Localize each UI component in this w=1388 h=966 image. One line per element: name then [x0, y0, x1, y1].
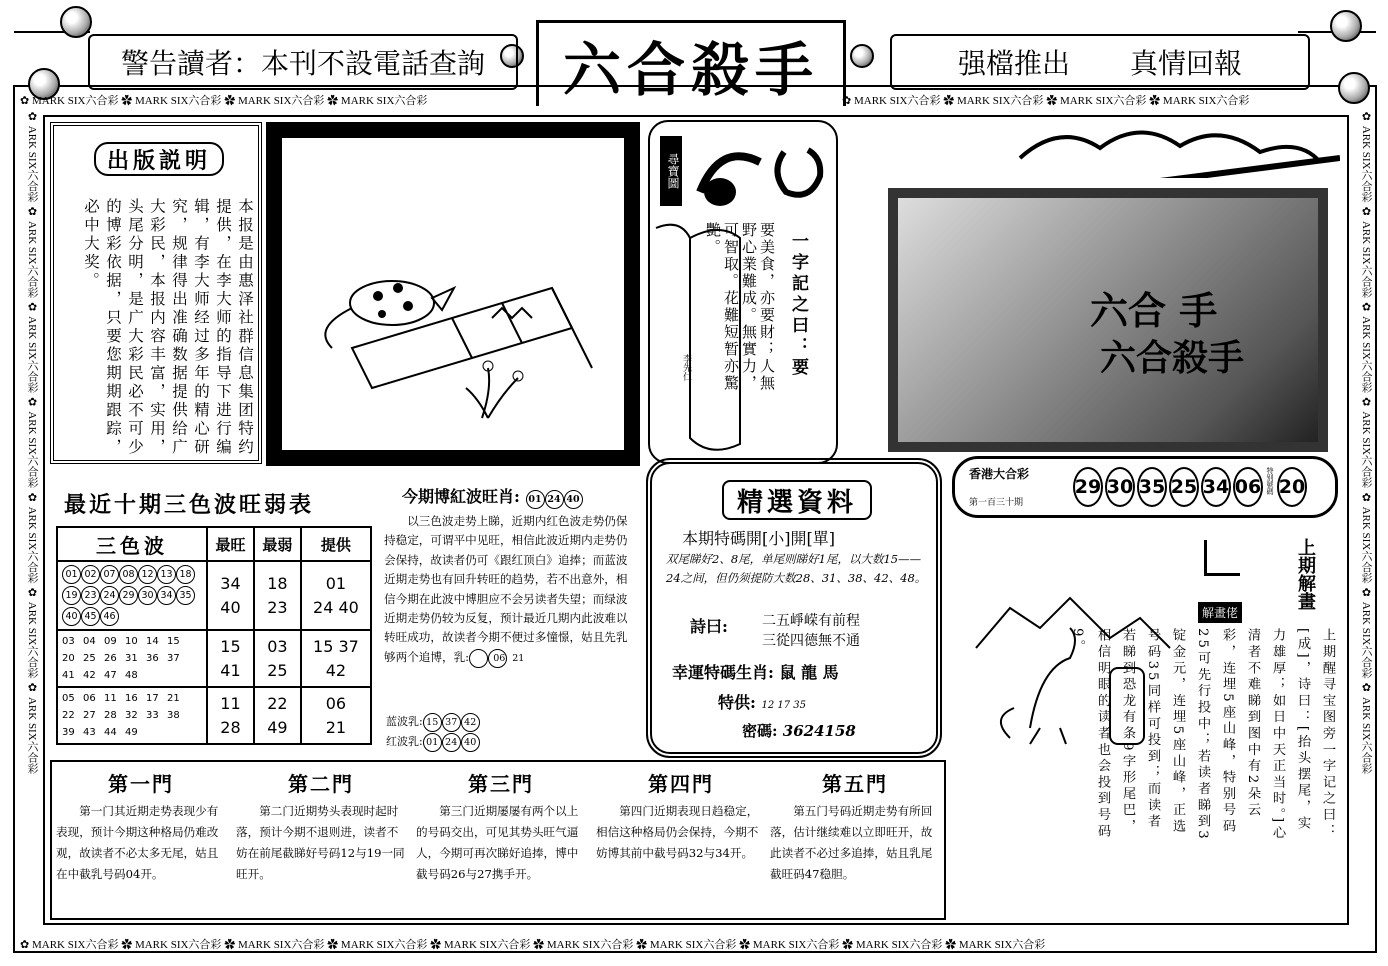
wave-number: 04 [83, 636, 96, 647]
wave-number: 32 [125, 710, 138, 721]
result-ball: 34 [1201, 467, 1231, 507]
corner-pearl-icon [60, 6, 92, 38]
wave-number: 07 [100, 565, 119, 584]
wave-numbers-cell [57, 687, 207, 744]
puzzle-picture [266, 122, 640, 466]
wave-number: 16 [125, 693, 138, 704]
flower-icon: ✿ [20, 95, 32, 107]
result-balls [1073, 467, 1307, 507]
flower-icon: ✿ [327, 939, 341, 951]
door-4 [596, 768, 766, 864]
strip-label: MARK SIX六合彩 [853, 95, 941, 107]
door-body: 第二门近期势头表现时起时落，预计今期不退则进，读者不妨在前尾截睇好号码12与19一同旺开。 [236, 804, 405, 881]
strip-segment [26, 110, 38, 205]
wave-strong-value: 34 [220, 573, 241, 593]
wave-offer-value: 42 [325, 660, 347, 680]
wave-number: 18 [176, 565, 195, 584]
red-wave-label: 红波乳: [386, 735, 423, 748]
title-number: 40 [564, 490, 583, 509]
strip-segment [20, 939, 121, 951]
result-ball: 30 [1105, 467, 1135, 507]
selected-info-title: 精選資料 [722, 480, 872, 520]
wave-table-panel [50, 480, 370, 752]
treasure-title: 一字記之曰：要 [788, 232, 808, 379]
title-number: 01 [526, 490, 545, 509]
strip-label: ARK SIX六合彩 [1360, 696, 1372, 774]
strip-label: MARK SIX六合彩 [31, 95, 119, 107]
publication-note-panel [50, 122, 262, 464]
wave-strong-value: 41 [220, 660, 241, 680]
red-number: 40 [461, 733, 480, 752]
flower-icon: ✿ [26, 300, 38, 317]
strip-label: ARK SIX六合彩 [1360, 125, 1372, 203]
wave-strong-value: 15 [220, 636, 241, 656]
special-ball: 20 [1277, 467, 1307, 507]
wave-number: 43 [83, 727, 96, 738]
flower-icon: ✿ [121, 95, 135, 107]
wave-strong-value: 28 [220, 717, 241, 737]
wave-number: 34 [157, 586, 176, 605]
wave-number: 38 [167, 710, 180, 721]
treasure-map-tag: 尋寶圖 [660, 136, 682, 206]
poem-line-1: 二五崢嵘有前程 [762, 613, 860, 629]
strip-segment [943, 95, 1046, 107]
flower-icon: ✿ [945, 939, 959, 951]
draw-results-panel [952, 456, 1338, 518]
flower-icon: ✿ [121, 939, 135, 951]
wave-offer-value: 21 [325, 717, 347, 737]
wave-offer-cell [301, 687, 371, 744]
flower-icon: ✿ [430, 939, 444, 951]
wave-number: 35 [176, 586, 195, 605]
wave-number: 33 [146, 710, 159, 721]
wave-offer-cell [301, 561, 371, 630]
warning-text: 警告讀者：本刊不設電話查詢 [120, 47, 485, 80]
door-2 [236, 768, 406, 885]
flower-icon: ✿ [1046, 95, 1060, 107]
strip-segment [26, 586, 38, 681]
door-body: 第四门近期表现日趋稳定，相信这种格局仍会保持，今期不妨博其前中截号码32与34开。 [596, 804, 759, 860]
results-label: 香港大合彩 [969, 467, 1030, 481]
tail-note: 双尾睇好2、8尾，单尾则睇好1尾，以大数15——24之间，但仍须提防大数28、31、38、42、48。 [666, 552, 927, 585]
wave-weak-value: 49 [267, 717, 288, 737]
strip-label: MARK SIX六合彩 [958, 939, 1046, 951]
wave-number: 03 [62, 636, 75, 647]
blue-number: 15 [423, 713, 442, 732]
wave-analysis-text: 以三色波走势上睇，近期内红色波走势仍保持稳定，可谓平中见旺，相信此波近期内走势仍会保持，故读者仍可《跟红顶白》追捧；而蓝波近期走势也有回升转旺的趋势，若不出意外，相信今期在此波中博胆应不会另读者失望；而绿波近期走势仍较为反复，预计最近几期内此波难以转旺成功，故读者今期不便过多憧憬，姑且先乳够两个追博，乳: [384, 514, 628, 664]
publication-note-body: 本报是由惠泽社群信息集团特约提供，在李大师的指导下进行编辑，有李大师经过多年的精心研究，规律得出准确数据提供给广大彩民，本报内容丰富，实用，头尾分明，是广大彩民必不可少的博彩依据，只要您期期跟踪，必中大奖。 [82, 198, 254, 457]
strip-label: ARK SIX六合彩 [26, 411, 38, 489]
doors-panel [50, 760, 946, 920]
strip-segment [1360, 681, 1372, 773]
treasure-map-panel [648, 120, 838, 464]
strip-segment [26, 491, 38, 586]
wave-offer-value: 15 37 [313, 636, 359, 656]
strip-label: ARK SIX六合彩 [1360, 220, 1372, 298]
flower-icon: ✿ [1360, 395, 1372, 412]
flower-icon: ✿ [1360, 110, 1372, 126]
warning-banner [88, 34, 518, 90]
wave-number: 12 [138, 565, 157, 584]
wave-strong-value: 11 [220, 693, 241, 713]
red-number: 24 [442, 733, 461, 752]
strip-label: ARK SIX六合彩 [26, 696, 38, 774]
strip-segment [26, 396, 38, 491]
wave-strong-value: 40 [220, 597, 241, 617]
strip-segment [739, 939, 842, 951]
strip-label: ARK SIX六合彩 [26, 506, 38, 584]
wave-number: 19 [62, 586, 81, 605]
blue-wave-line [386, 712, 480, 733]
wave-number: 42 [83, 670, 96, 681]
wave-table-row [57, 630, 371, 687]
wave-number: 25 [83, 653, 96, 664]
blue-number: 42 [461, 713, 480, 732]
bottom-strip [20, 936, 1360, 952]
wave-number: 41 [62, 670, 75, 681]
wave-analysis-body [384, 512, 634, 669]
strip-label: MARK SIX六合彩 [237, 939, 325, 951]
door-body: 第一门其近期走势表现少有表现，预计今期这种格局仍难改观，故读者不必太多无尾，姑且在中截乳号码04开。 [56, 804, 219, 881]
strip-label: MARK SIX六合彩 [443, 939, 531, 951]
strip-segment [1360, 205, 1372, 300]
password-label: 密碼: [742, 722, 778, 740]
right-strip [1352, 110, 1374, 934]
strip-segment [1360, 396, 1372, 491]
wave-offer-value: 01 [325, 573, 347, 593]
strip-segment [224, 95, 327, 107]
flower-icon: ✿ [26, 586, 38, 602]
top-strip-left [20, 92, 536, 108]
wave-weak-cell [254, 561, 301, 630]
strip-segment [842, 939, 945, 951]
last-issue-body: 上期醒寻宝图旁一字记之曰：[成]，诗曰：[抬头摆尾，实力雄厚；如日中天正当时。]心清者不难睇到图中有2朵云彩，连埋5座山峰，特别号码25可先行投中；若读者睇到3锭金元，连埋5座山峰，正选号码35同样可投到；而读者若睇到恐龙有条9字形尾巴，相信明眼的读者也会投到号码9。 [1070, 628, 1335, 842]
strip-segment [1360, 300, 1372, 395]
body-number: 06 [469, 649, 488, 668]
flower-icon: ✿ [1360, 205, 1372, 221]
strip-label: MARK SIX六合彩 [649, 939, 737, 951]
strip-label: MARK SIX六合彩 [855, 939, 943, 951]
strip-segment [636, 939, 739, 951]
publication-note-title: 出版説明 [94, 142, 224, 176]
wave-number: 46 [100, 607, 119, 626]
red-wave-line [386, 732, 480, 753]
wave-number: 20 [62, 653, 75, 664]
wave-number: 13 [157, 565, 176, 584]
flower-icon: ✿ [943, 95, 957, 107]
title-number: 24 [545, 490, 564, 509]
lucky-label: 幸運特碼生肖: [672, 663, 774, 682]
strip-segment [945, 939, 1045, 951]
wave-number: 08 [119, 565, 138, 584]
result-ball: 25 [1169, 467, 1199, 507]
flower-icon: ✿ [1360, 586, 1372, 602]
password-value: 3624158 [782, 722, 856, 740]
wave-weak-value: 03 [267, 636, 288, 656]
flower-icon: ✿ [327, 95, 341, 107]
last-issue-title: 上期解畫 [1295, 538, 1316, 610]
strip-segment [26, 205, 38, 300]
selected-info-panel [646, 458, 942, 758]
slogan-banner [890, 34, 1310, 90]
strip-label: MARK SIX六合彩 [340, 939, 428, 951]
strip-label: ARK SIX六合彩 [1360, 506, 1372, 584]
strip-label: ARK SIX六合彩 [26, 316, 38, 393]
flower-icon: ✿ [1149, 95, 1163, 107]
last-issue-badge: 解畫佬 [1198, 602, 1242, 623]
wave-weak-value: 25 [267, 660, 288, 680]
flower-icon: ✿ [842, 95, 854, 107]
strip-segment [121, 939, 224, 951]
wave-number: 26 [104, 653, 117, 664]
wave-number: 30 [138, 586, 157, 605]
corner-pearl-icon [1330, 10, 1362, 42]
results-issue: 第一百三十期 [969, 498, 1024, 508]
wave-analysis-title [402, 484, 583, 510]
strong-header-col: 最旺 [207, 527, 254, 561]
cloud-icon [980, 118, 1340, 178]
door-title: 第二門 [288, 772, 354, 796]
wave-number: 17 [146, 693, 159, 704]
wave-number: 28 [104, 710, 117, 721]
strip-label: MARK SIX六合彩 [237, 95, 325, 107]
offer-header-col: 提供 [301, 527, 371, 561]
flower-icon: ✿ [20, 939, 32, 951]
wave-number: 40 [62, 607, 81, 626]
strip-segment [1360, 586, 1372, 681]
door-3 [416, 768, 586, 885]
flower-icon: ✿ [224, 95, 238, 107]
wave-number: 15 [167, 636, 180, 647]
wave-offer-value: 06 [325, 693, 347, 713]
strip-label: ARK SIX六合彩 [26, 601, 38, 679]
wave-number: 14 [146, 636, 159, 647]
result-ball: 35 [1137, 467, 1167, 507]
strip-label: ARK SIX六合彩 [1360, 316, 1372, 393]
strip-segment [430, 939, 533, 951]
strip-segment [1360, 491, 1372, 586]
weak-header-col: 最弱 [254, 527, 301, 561]
slogan-right: 真情回報 [1130, 47, 1243, 80]
wave-number: 27 [83, 710, 96, 721]
poem-label: 詩曰: [690, 617, 728, 636]
flower-icon: ✿ [1360, 490, 1372, 507]
lucky-line [672, 660, 839, 683]
wave-number: 23 [81, 586, 100, 605]
flower-icon: ✿ [739, 939, 753, 951]
flower-icon: ✿ [224, 939, 238, 951]
wave-analysis-title-text: 今期博紅波旺肖: [402, 487, 520, 506]
wave-weak-cell [254, 687, 301, 744]
strip-label: MARK SIX六合彩 [134, 95, 222, 107]
strip-label: ARK SIX六合彩 [26, 220, 38, 298]
door-title: 第三門 [468, 772, 534, 796]
wave-weak-value: 22 [267, 693, 288, 713]
password-line [742, 720, 856, 741]
wave-header-col: 三色波 [57, 527, 207, 561]
flower-icon: ✿ [533, 939, 547, 951]
strip-segment [1360, 110, 1372, 205]
strip-segment [533, 939, 636, 951]
strip-segment [842, 95, 943, 107]
flower-icon: ✿ [26, 395, 38, 412]
wave-table-row [57, 687, 371, 744]
feature-photo [880, 118, 1342, 466]
wave-weak-value: 23 [267, 597, 288, 617]
wave-number: 39 [62, 727, 75, 738]
strip-segment [327, 939, 430, 951]
strip-label: ARK SIX六合彩 [1360, 411, 1372, 489]
flower-icon: ✿ [26, 205, 38, 221]
strip-label: MARK SIX六合彩 [340, 95, 428, 107]
strip-label: MARK SIX六合彩 [546, 939, 634, 951]
wave-offer-value: 24 40 [313, 597, 359, 617]
wave-number: 37 [167, 653, 180, 664]
photo-caption-bottom: 六合殺手 [1100, 338, 1245, 379]
wave-numbers-cell [57, 630, 207, 687]
lucky-zodiac: 鼠 龍 馬 [779, 663, 839, 682]
strip-label: MARK SIX六合彩 [956, 95, 1044, 107]
strip-label: MARK SIX六合彩 [134, 939, 222, 951]
wave-number: 01 [62, 565, 81, 584]
wave-strong-cell [207, 687, 254, 744]
wave-number: 21 [167, 693, 180, 704]
strip-segment [26, 300, 38, 395]
strip-label: MARK SIX六合彩 [752, 939, 840, 951]
door-body: 第五门号码近期走势有所回落，估计继续难以立即旺开，故此读者不必过多追捧，姑且乳尾截旺码47稳胆。 [770, 804, 933, 881]
wave-table-title: 最近十期三色波旺弱表 [64, 493, 315, 518]
result-ball: 06 [1233, 467, 1263, 507]
rainbow-pot-icon [690, 132, 830, 212]
slogan-left: 强檔推出 [957, 47, 1070, 80]
wave-number: 48 [125, 670, 138, 681]
draw-line: 本期特碼開[小]開[單] [682, 529, 835, 548]
flower-icon: ✿ [26, 110, 38, 126]
red-number: 01 [423, 733, 442, 752]
flower-icon: ✿ [842, 939, 856, 951]
strip-label: ARK SIX六合彩 [1360, 601, 1372, 679]
rat-drawer-illustration [282, 138, 624, 450]
wave-number: 45 [81, 607, 100, 626]
wave-number: 47 [104, 670, 117, 681]
left-strip [18, 110, 40, 934]
flower-icon: ✿ [1360, 300, 1372, 317]
wave-number: 09 [104, 636, 117, 647]
wave-number: 02 [81, 565, 100, 584]
wave-weak-value: 18 [267, 573, 288, 593]
special-line [718, 690, 806, 713]
flower-icon: ✿ [636, 939, 650, 951]
wave-number: 49 [125, 727, 138, 738]
corner-mark-icon [1204, 540, 1240, 576]
special-label: 特供: [718, 693, 756, 712]
result-ball: 29 [1073, 467, 1103, 507]
special-numbers: 12 17 35 [761, 700, 807, 711]
wave-number: 24 [100, 586, 119, 605]
door-title: 第五門 [822, 772, 888, 796]
wave-number: 11 [104, 693, 117, 704]
wave-number: 05 [62, 693, 75, 704]
wave-number: 31 [125, 653, 138, 664]
photo-caption-top: 六合 手 [1090, 289, 1218, 333]
flower-icon: ✿ [1360, 681, 1372, 697]
wave-strong-cell [207, 561, 254, 630]
blue-wave-label: 蓝波乳: [386, 715, 423, 728]
treasure-poem: 要美食，亦要財；人無野心業難成。無實力，可智取。花難短暂亦驚艷。 [704, 222, 776, 392]
wave-number: 22 [62, 710, 75, 721]
strip-segment [1046, 95, 1149, 107]
wave-number: 36 [146, 653, 159, 664]
strip-segment [121, 95, 224, 107]
strip-segment [327, 95, 427, 107]
corner-pearl-icon [850, 44, 874, 68]
blue-number: 37 [442, 713, 461, 732]
strip-segment [224, 939, 327, 951]
poem-line-2: 三從四德無不通 [762, 633, 860, 649]
door-5 [770, 768, 940, 885]
brand-title: 六合殺手 [562, 35, 819, 104]
flower-icon: ✿ [26, 490, 38, 507]
strip-label: MARK SIX六合彩 [1162, 95, 1250, 107]
wave-offer-cell [301, 630, 371, 687]
door-title: 第一門 [108, 772, 174, 796]
wave-table [56, 526, 372, 745]
door-body: 第三门近期屡屡有两个以上的号码交出，可见其势头旺气逼人，今期可再次睇好追捧，博中截号码26与27携手开。 [416, 804, 579, 881]
wave-analysis-panel [376, 478, 640, 752]
wave-table-row [57, 561, 371, 630]
strip-label: ARK SIX六合彩 [26, 125, 38, 203]
brand-logo [536, 20, 846, 106]
strip-segment [1149, 95, 1249, 107]
body-number: 21 [488, 649, 507, 668]
top-strip-right [842, 92, 1346, 108]
wave-number: 10 [125, 636, 138, 647]
strip-label: MARK SIX六合彩 [1059, 95, 1147, 107]
flower-icon: ✿ [26, 681, 38, 697]
wave-number: 44 [104, 727, 117, 738]
wave-numbers-cell [57, 561, 207, 630]
treasure-signature: 李先仁 [681, 354, 691, 381]
strip-label: MARK SIX六合彩 [31, 939, 119, 951]
last-issue-panel [950, 528, 1340, 848]
wave-strong-cell [207, 630, 254, 687]
wave-number: 29 [119, 586, 138, 605]
special-number-label: 特别號碼 [1266, 467, 1274, 495]
wave-number: 06 [83, 693, 96, 704]
strip-segment [20, 95, 121, 107]
door-1 [56, 768, 226, 885]
strip-segment [26, 681, 38, 773]
door-title: 第四門 [648, 772, 714, 796]
wave-weak-cell [254, 630, 301, 687]
